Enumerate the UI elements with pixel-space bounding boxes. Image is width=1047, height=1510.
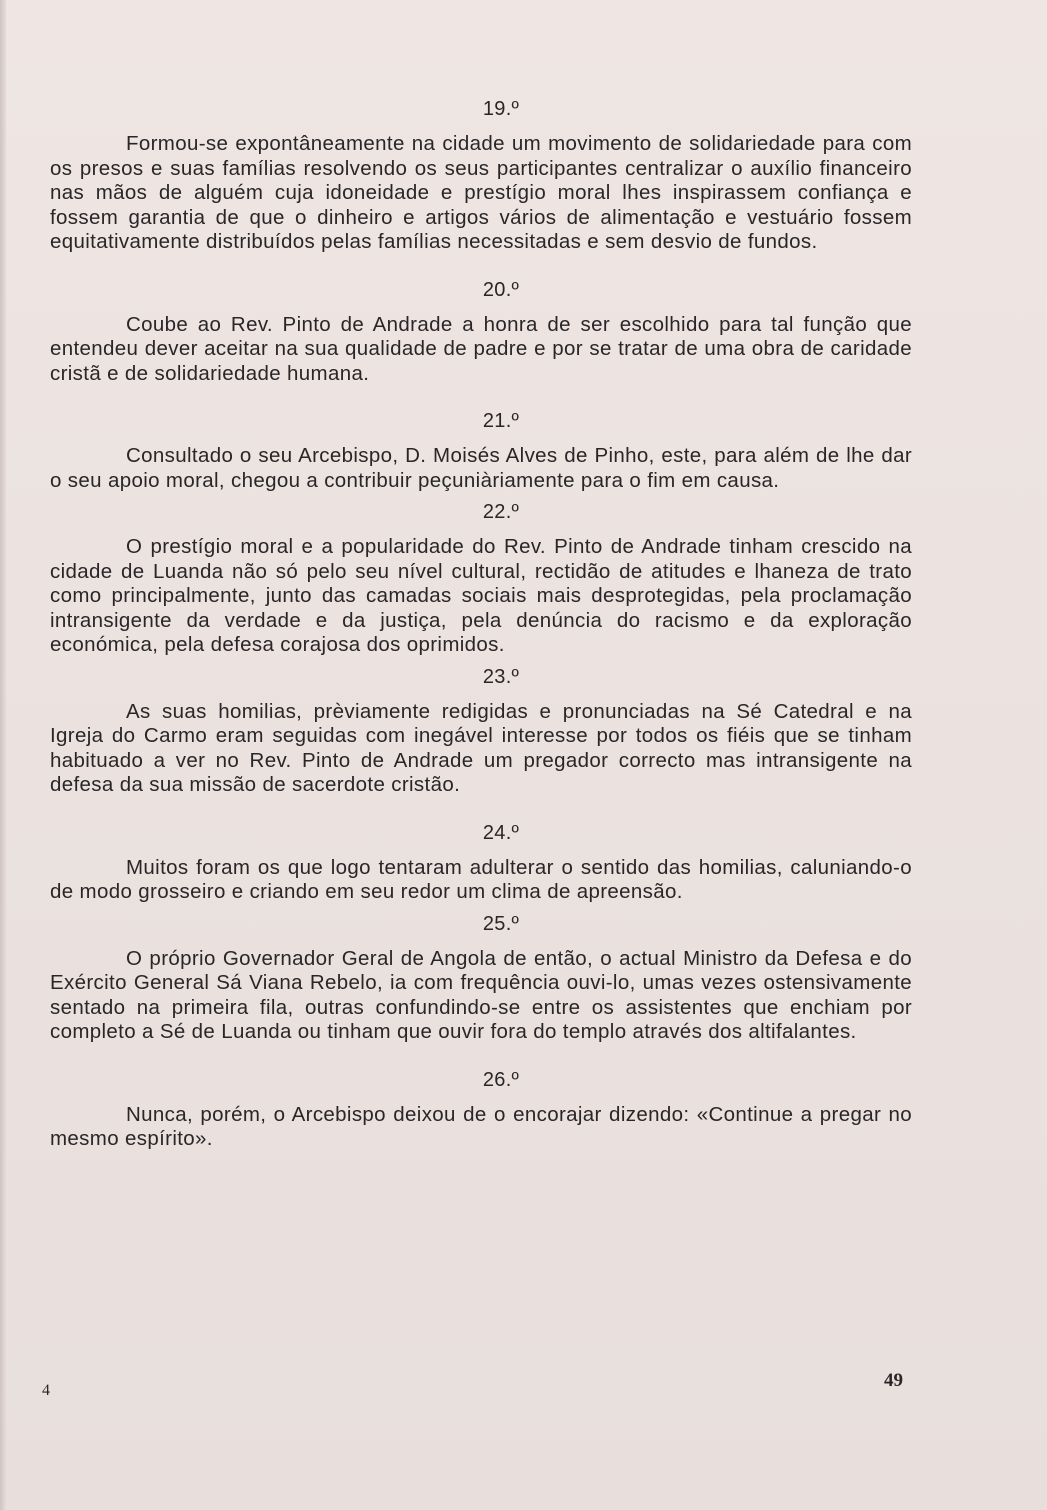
- section-paragraph: Consultado o seu Arcebispo, D. Moisés Alves de Pinho, este, para além de lhe dar o seu apoio moral, chegou a contribuir peçuniàriamente para o fim em causa.: [50, 444, 912, 492]
- section-paragraph: Formou-se expontâneamente na cidade um movimento de solidariedade para com os presos e suas famílias resolvendo os seus participantes centralizar o auxílio financeiro nas mãos de alguém cuja idoneidade e prestígio moral lhes inspirassem confiança e fossem garantia de que o dinheiro e artigos vários de alimentação e vestuário fossem equitativamente distribuídos pelas famílias necessitadas e sem desvio de fundos.: [50, 132, 912, 253]
- section-19: [50, 96, 912, 255]
- section-paragraph: Muitos foram os que logo tentaram adulterar o sentido das homilias, caluniando-o de modo grosseiro e criando em seu redor um clima de apreensão.: [50, 855, 912, 903]
- section-21: [50, 408, 912, 493]
- section-paragraph: Coube ao Rev. Pinto de Andrade a honra de ser escolhido para tal função que entendeu dever aceitar na sua qualidade de padre e por se tratar de uma obra de caridade cristã e de solidariedade humana.: [50, 312, 912, 385]
- section-number: 19.º: [482, 98, 520, 120]
- signature-mark: 4: [42, 1382, 50, 1399]
- document-body: [50, 96, 912, 1152]
- section-paragraph: O próprio Governador Geral de Angola de então, o actual Ministro da Defesa e do Exército General Sá Viana Rebelo, ia com frequência ouvi-lo, umas vezes ostensivamente sentado na primeira fila, outras confundindo-se entre os assistentes que enchiam por completo a Sé de Luanda ou tinham que ouvir fora do templo através dos altifalantes.: [50, 946, 912, 1043]
- section-number: 23.º: [482, 665, 520, 688]
- section-number: 25.º: [482, 912, 520, 935]
- section-number: 26.º: [482, 1068, 520, 1091]
- section-20: [50, 277, 912, 387]
- section-paragraph: As suas homilias, prèviamente redigidas e pronunciadas na Sé Catedral e na Igreja do Carmo eram seguidas com inegável interesse por todos os fiéis que se tinham habituado a ver no Rev. Pinto de Andrade um pregador correcto mas intransigente na defesa da sua missão de sacerdote cristão.: [50, 699, 912, 796]
- section-24: [50, 820, 912, 905]
- section-22: [50, 499, 912, 658]
- section-23: [50, 664, 912, 798]
- section-number: 20.º: [482, 278, 520, 301]
- page-number: 49: [884, 1370, 903, 1391]
- section-paragraph: Nunca, porém, o Arcebispo deixou de o encorajar dizendo: «Continue a pregar no mesmo espírito».: [50, 1102, 912, 1150]
- page-spine-shadow: [0, 0, 6, 1510]
- section-26: [50, 1067, 912, 1152]
- section-25: [50, 911, 912, 1045]
- section-number: 22.º: [482, 501, 520, 523]
- section-paragraph: O prestígio moral e a popularidade do Rev. Pinto de Andrade tinham crescido na cidade de Luanda não só pelo seu nível cultural, rectidão de atitudes e lhaneza de trato como principalmente, junto das camadas sociais mais desprotegidas, pela proclamação intransigente da verdade e da justiça, pela denúncia do racismo e da exploração económica, pela defesa corajosa dos oprimidos.: [50, 535, 912, 656]
- section-number: 21.º: [482, 410, 520, 432]
- section-number: 24.º: [482, 821, 520, 844]
